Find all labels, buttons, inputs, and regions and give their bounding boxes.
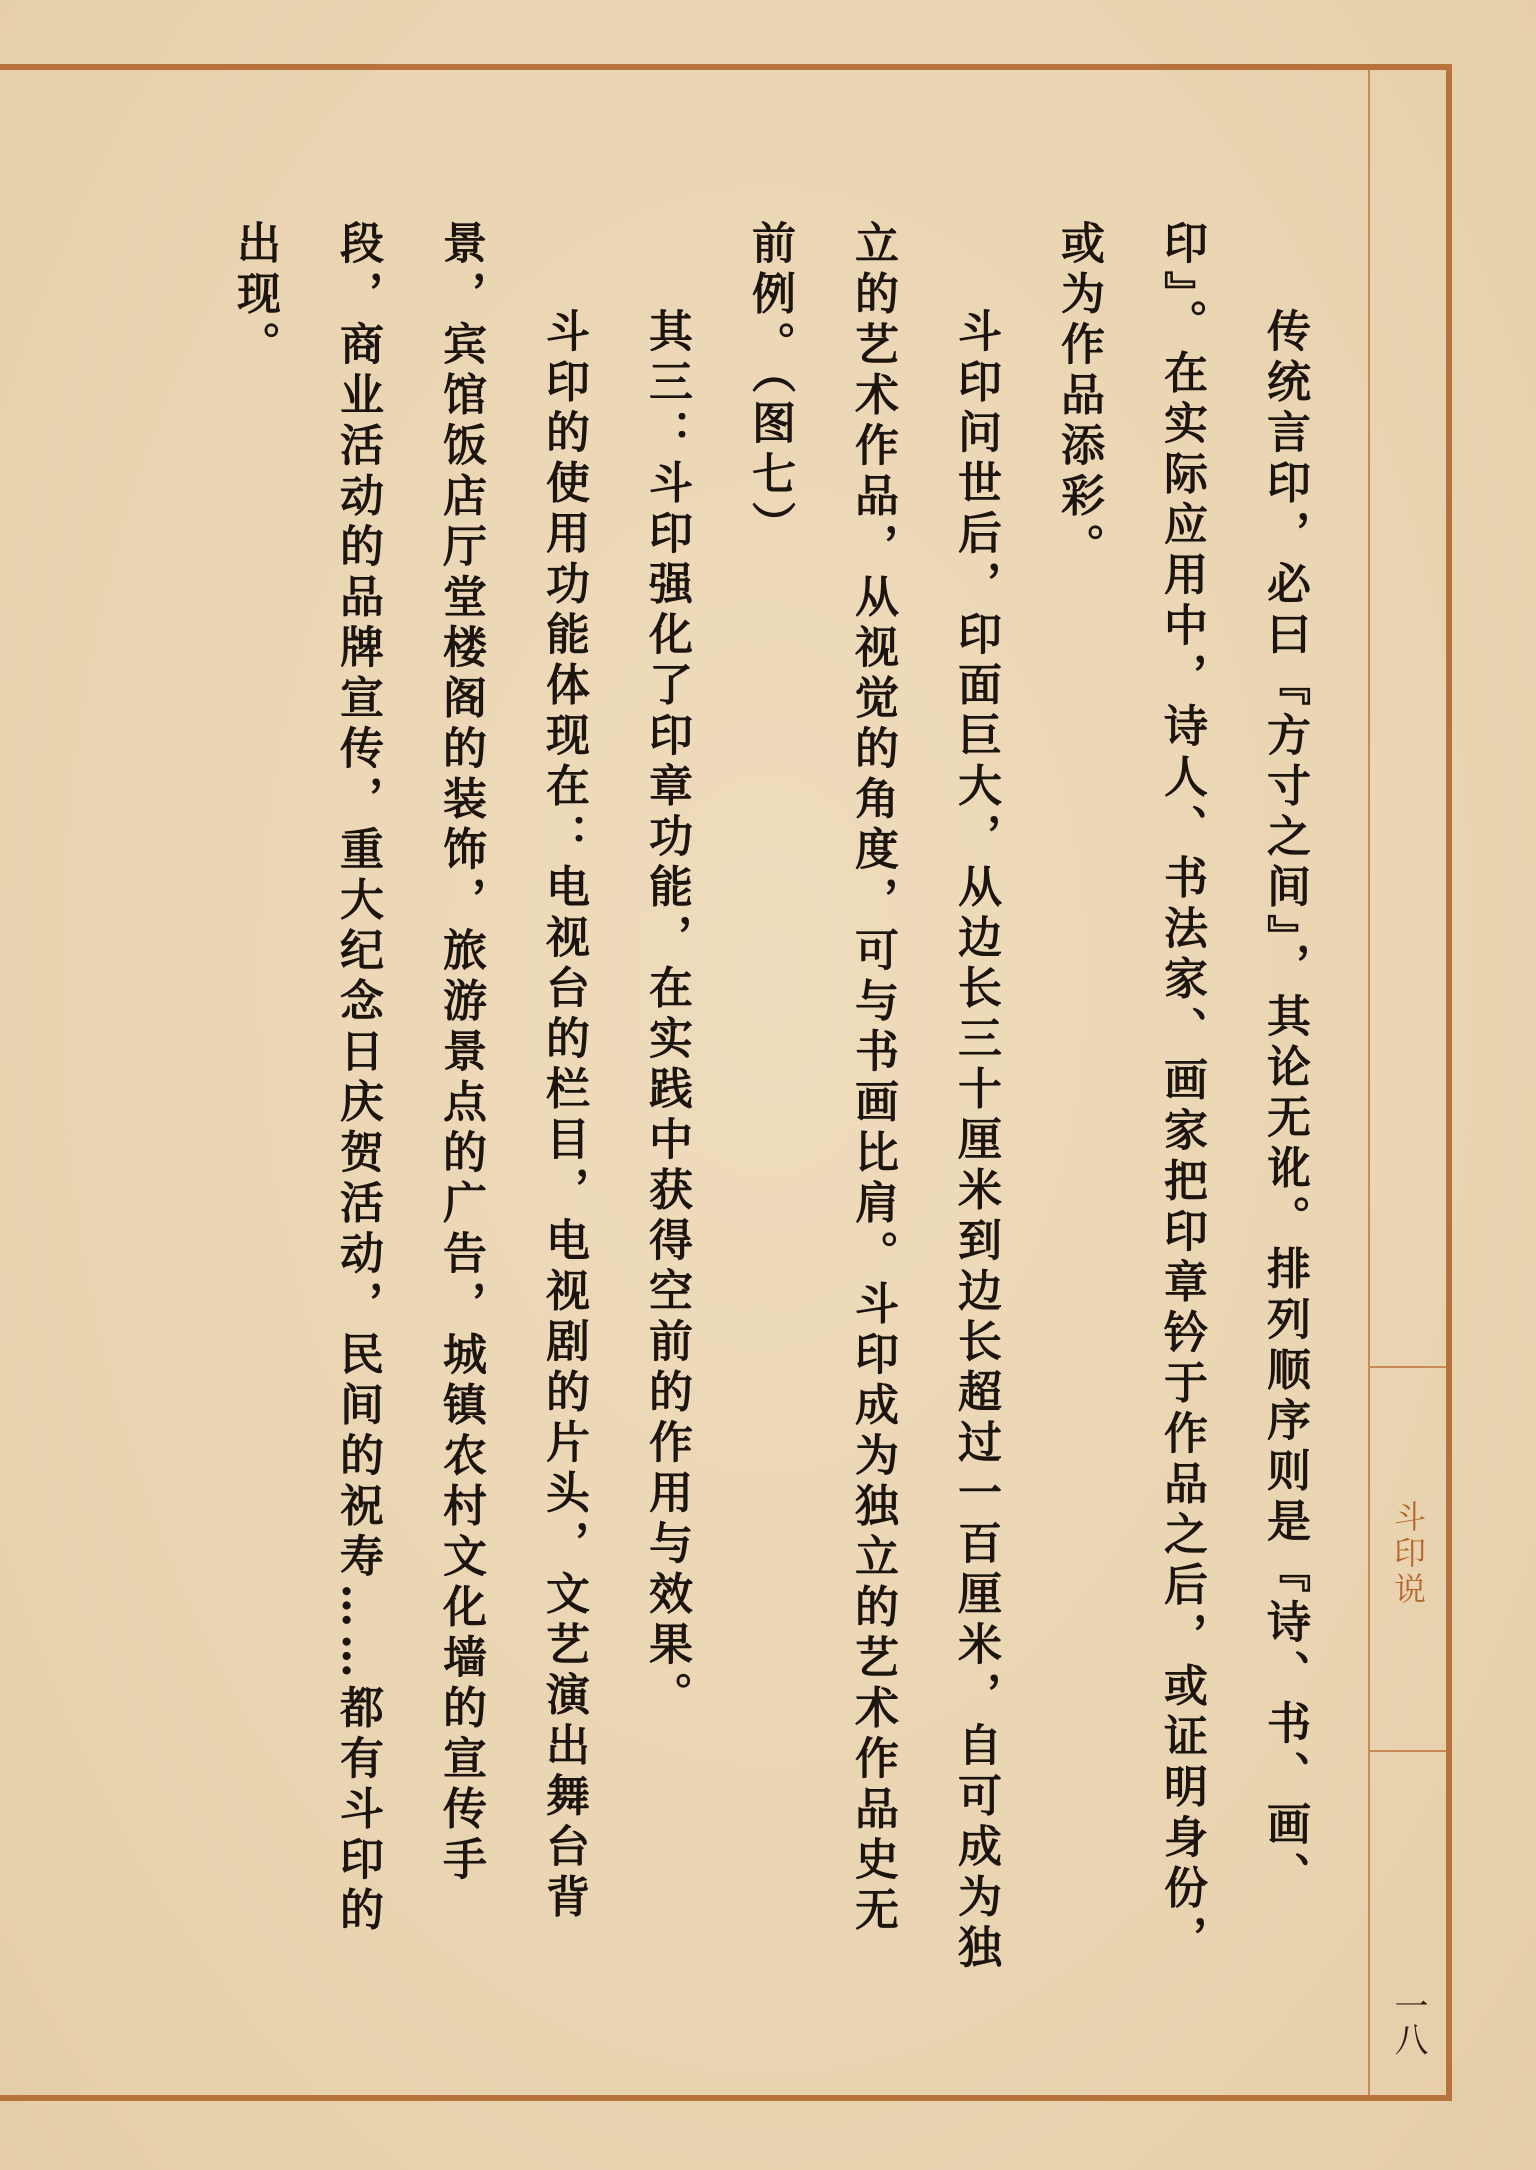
frame-right-border bbox=[1446, 64, 1452, 2101]
frame-top-border bbox=[0, 64, 1452, 70]
paragraph: 斗印的使用功能体现在：电视台的栏目，电视剧的片头，文艺演出舞台背景，宾馆饭店厅堂楼阁的装饰，旅游景点的广告，城镇农村文化墙的宣传手段，商业活动的品牌宣传，重大纪念日庆贺活动，民间的祝寿……都有斗印的出现。 bbox=[229, 220, 589, 1937]
body-text bbox=[196, 220, 1336, 1980]
frame-bottom-border bbox=[0, 2095, 1452, 2101]
paragraph: 其三：斗印强化了印章功能，在实践中获得空前的作用与效果。 bbox=[641, 308, 692, 1722]
running-title: 斗印说 bbox=[1389, 1500, 1427, 1608]
side-panel-rule-bottom bbox=[1370, 1750, 1446, 1752]
side-panel-rule-top bbox=[1370, 1366, 1446, 1368]
paragraph: 传统言印，必曰『方寸之间』，其论无讹。排列顺序则是『诗、书、画、印』。在实际应用中，诗人、书法家、画家把印章钤于作品之后，或证明身份，或为作品添彩。 bbox=[1053, 220, 1310, 1966]
page-number: 一八 bbox=[1388, 1988, 1428, 2056]
frame-inner-border bbox=[1368, 70, 1370, 2095]
paragraph: 斗印问世后，印面巨大，从边长三十厘米到边长超过一百厘米，自可成为独立的艺术作品，从视觉的角度，可与书画比肩。斗印成为独立的艺术作品史无前例。（图七） bbox=[744, 220, 1001, 1975]
